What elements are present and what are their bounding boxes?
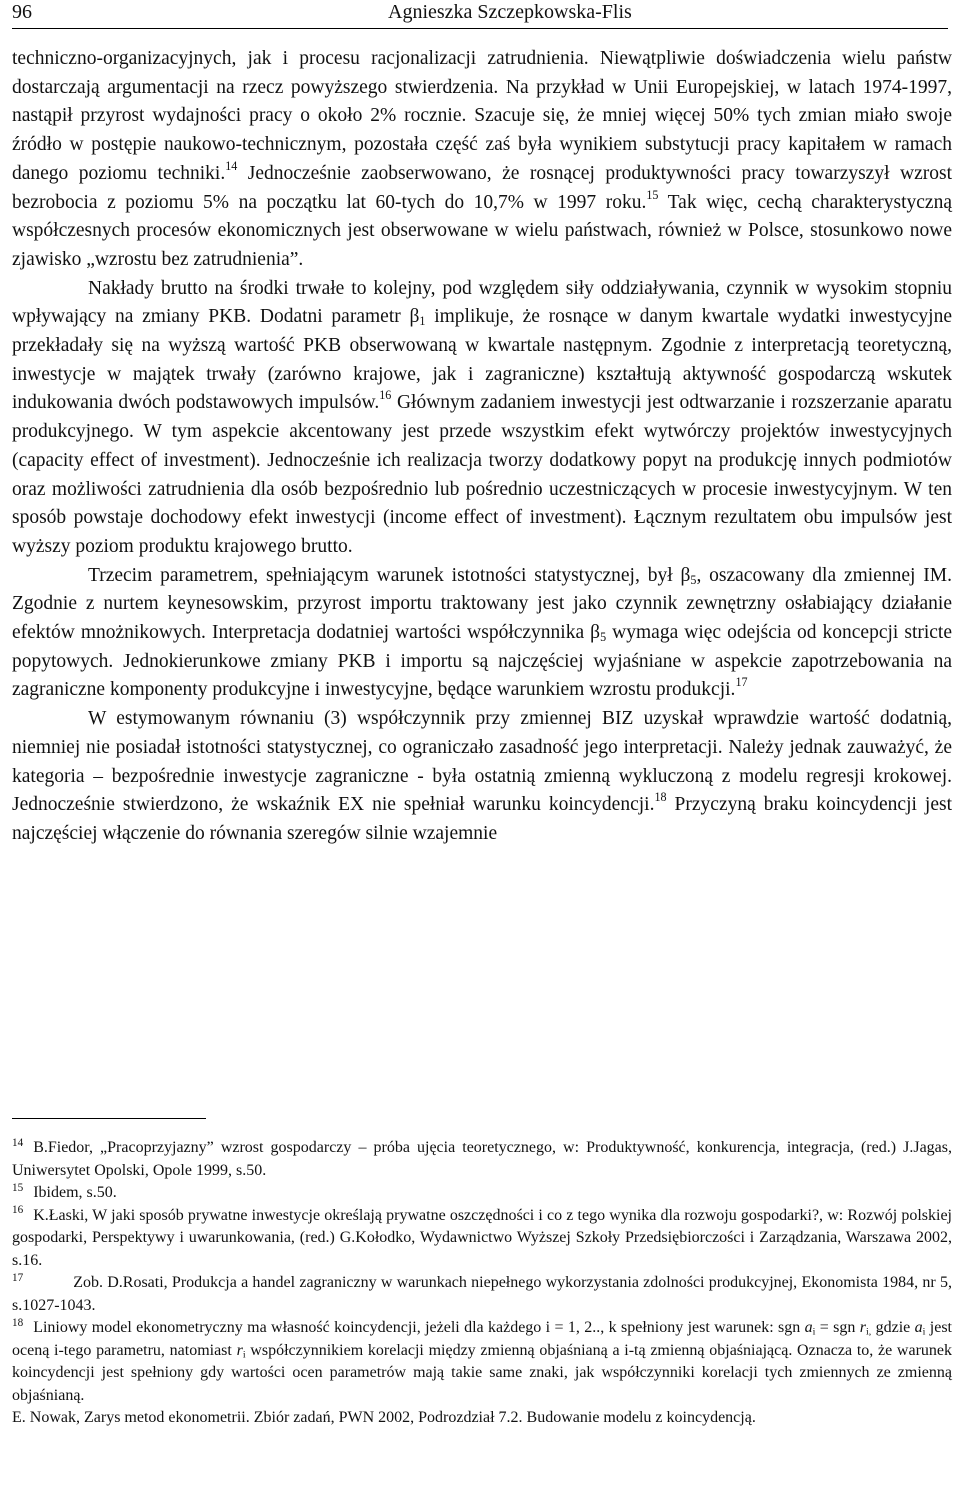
footnote-15 bbox=[12, 1182, 952, 1205]
main-text bbox=[12, 45, 952, 849]
footnote-number: 17 bbox=[12, 1271, 24, 1284]
footnote-number: 14 bbox=[12, 1136, 24, 1149]
footnote-text: Zob. D.Rosati, Produkcja a handel zagraniczny w warunkach niepełnego wykorzystania zdolności produkcyjnej, Ekonomista 1984, nr 5, s.1027-1043. bbox=[12, 1274, 952, 1314]
footnote-text: E. Nowak, Zarys metod ekonometrii. Zbiór zadań, PWN 2002, Podrozdział 7.2. Budowanie modelu z koincydencją. bbox=[12, 1409, 756, 1426]
footnote-16 bbox=[12, 1205, 952, 1273]
footnote-text: Ibidem, s.50. bbox=[33, 1184, 117, 1201]
paragraph-1-text-b: Jednocześnie zaobserwowano, że rosnącej produktywności pracy towarzyszył wzrost bezrobocia z poziomu 5% na początku lat 60-tych do 10,7% w 1997 roku. bbox=[12, 162, 952, 213]
footnote-18 bbox=[12, 1317, 952, 1407]
footnote-text: K.Łaski, W jaki sposób prywatne inwestycje określają prywatne oszczędności i co z tego wynika dla rozwoju gospodarki?, w: Rozwój polskiej gospodarki, Perspektywy i uwarunkowania, (red.) G.Kołodko, Wydawnictwo Wyższej Szkoły Przedsiębiorczości i Zarządzania, Warszawa 2002, s.16. bbox=[12, 1206, 952, 1269]
beta-subscript: 5 bbox=[600, 630, 607, 645]
footnote-17 bbox=[12, 1272, 952, 1317]
subscript: i bbox=[242, 1348, 246, 1360]
beta-subscript: 5 bbox=[690, 572, 697, 587]
footnote-text: gdzie bbox=[871, 1319, 915, 1336]
subscript: i, bbox=[866, 1326, 872, 1338]
header-rule bbox=[12, 28, 948, 29]
subscript: i bbox=[922, 1326, 926, 1338]
paragraph-2-text-a: Nakłady brutto na środki trwałe to kolejny, pod względem siły oddziaływania, czynnik w wysokim stopniu wpływający na zmiany PKB. Dodatni parametr β bbox=[12, 277, 952, 328]
paragraph-4 bbox=[12, 705, 952, 849]
paragraph-1-text-c: Tak więc, cechą charakterystyczną współczesnych procesów ekonomicznych jest obserwowane w wielu państwach, również w Polsce, stosunkowo nowe zjawisko „wzrostu bez zatrudnienia”. bbox=[12, 191, 952, 270]
variable-r: r bbox=[236, 1341, 243, 1359]
paragraph-2-text-c: Głównym zadaniem inwestycji jest odtwarzanie i rozszerzanie aparatu produkcyjnego. W tym aspekcie akcentowany jest przede wszystkim efekt wytwórczy projektów inwestycyjnych (capacity effect of investment). Jednocześnie ich realizacja tworzy dodatkowy popyt na produkcję innych podmiotów oraz możliwości zatrudnienia dla osób bezpośrednio lub pośrednio uczestniczących w procesie inwestycyjnym. W ten sposób powstaje dochodowy efekt inwestycji (income effect of investment). Łącznym rezultatem obu impulsów jest wyższy poziom produktu krajowego brutto. bbox=[12, 392, 953, 557]
footnote-ref-18[interactable]: 18 bbox=[654, 790, 667, 805]
paragraph-3 bbox=[12, 562, 952, 706]
footnote-text: = sgn bbox=[815, 1319, 860, 1336]
footnotes bbox=[12, 1137, 952, 1430]
paragraph-3-text-c: wymaga więc odejścia od koncepcji stricte popytowych. Jednokierunkowe zmiany PKB i importu są najczęściej wyjaśniane w aspekcie zapotrzebowania na zagraniczne komponenty produkcyjne i inwestycyjne, będące warunkiem wzrostu produkcji. bbox=[12, 622, 952, 701]
running-head-author: Agnieszka Szczepkowska-Flis bbox=[388, 1, 632, 23]
subscript: i bbox=[812, 1326, 816, 1338]
variable-r: r bbox=[859, 1319, 867, 1336]
footnote-ref-17[interactable]: 17 bbox=[735, 675, 748, 690]
footnote-14 bbox=[12, 1137, 952, 1182]
footnote-text: współczynnikiem korelacji między zmienną objaśnianą a i-tą zmienną objaśniającą. Oznacza to, że warunek koincydencji jest spełniony gdy wartości ocen parametrów mają takie same znaki, jak współczynniki korelacji tych zmiennych ze zmienną objaśnianą. bbox=[12, 1341, 953, 1404]
footnote-text: B.Fiedor, „Pracoprzyjazny” wzrost gospodarczy – próba ujęcia teoretycznego, w: Produktywność, konkurencja, integracja, (red.) J.Jagas, Uniwersytet Opolski, Opole 1999, s.50. bbox=[12, 1139, 952, 1179]
paragraph-1-text-a: techniczno-organizacyjnych, jak i procesu racjonalizacji zatrudnienia. Niewątpliwie doświadczenia wielu państw dostarczają argumentacji na rzecz powyższego stwierdzenia. Na przykład w Unii Europejskiej, w latach 1974-1997, nastąpił przyrost wydajności pracy o około 2% rocznie. Szacuje się, że mniej więcej 50% tych zmian miało swoje źródło w postępie naukowo-technicznym, pozostała część zaś była wynikiem substytucji pracy kapitałem w ramach danego poziomu techniki. bbox=[12, 48, 952, 184]
paragraph-3-text-a: Trzecim parametrem, spełniającym warunek istotności statystycznej, był β bbox=[88, 564, 691, 586]
footnote-18-continuation bbox=[12, 1407, 952, 1430]
variable-a: a bbox=[914, 1319, 923, 1336]
paragraph-3-text-b: , oszacowany dla zmiennej IM. Zgodnie z nurtem keynesowskim, przyrost importu traktowany jest jako czynnik zewnętrzny osłabiający działanie efektów mnożnikowych. Interpretacja dodatniej wartości współczynnika β bbox=[12, 564, 952, 644]
paragraph-4-text-b: Przyczyną braku koincydencji jest najczęściej włączenie do równania szeregów silnie wzajemnie bbox=[12, 794, 953, 844]
footnote-separator bbox=[12, 1118, 206, 1119]
beta-subscript: 1 bbox=[419, 314, 426, 329]
page-number: 96 bbox=[12, 1, 32, 23]
footnote-number: 16 bbox=[12, 1204, 24, 1217]
variable-a: a bbox=[804, 1319, 813, 1336]
footnote-ref-15[interactable]: 15 bbox=[646, 187, 659, 202]
footnote-ref-14[interactable]: 14 bbox=[225, 158, 238, 173]
paragraph-2 bbox=[12, 275, 952, 562]
paragraph-1 bbox=[12, 45, 952, 275]
paragraph-4-text-a: W estymowanym równaniu (3) współczynnik przy zmiennej BIZ uzyskał wprawdzie wartość dodatnią, niemniej nie posiadał istotności statystycznej, co ograniczało zasadność jego interpretacji. Należy jednak zauważyć, że kategoria – bezpośrednie inwestycje zagraniczne - była ostatnią zmienną wykluczoną z modelu regresji krokowej. Jednocześnie stwierdzono, że wskaźnik EX nie spełniał warunku koincydencji. bbox=[12, 708, 952, 816]
footnote-number: 15 bbox=[12, 1181, 24, 1194]
paragraph-2-text-b: implikuje, że rosnące w danym kwartale wydatki inwestycyjne przekładały się na wyższą wartość PKB obserwowaną w kwartale następnym. Zgodnie z interpretacją teoretyczną, inwestycje w majątek trwały (zarówno krajowe, jak i zagraniczne) kształtują aktywność gospodarczą wskutek indukowania dwóch podstawowych impulsów. bbox=[12, 306, 952, 414]
footnote-text: jest oceną i-tego parametru, natomiast bbox=[12, 1319, 952, 1359]
footnote-number: 18 bbox=[12, 1316, 24, 1329]
footnote-text: Liniowy model ekonometryczny ma własność koincydencji, jeżeli dla każdego i = 1, 2.., k spełniony jest warunek: sgn bbox=[33, 1319, 805, 1336]
footnote-ref-16[interactable]: 16 bbox=[379, 388, 392, 403]
page-header bbox=[12, 0, 948, 26]
